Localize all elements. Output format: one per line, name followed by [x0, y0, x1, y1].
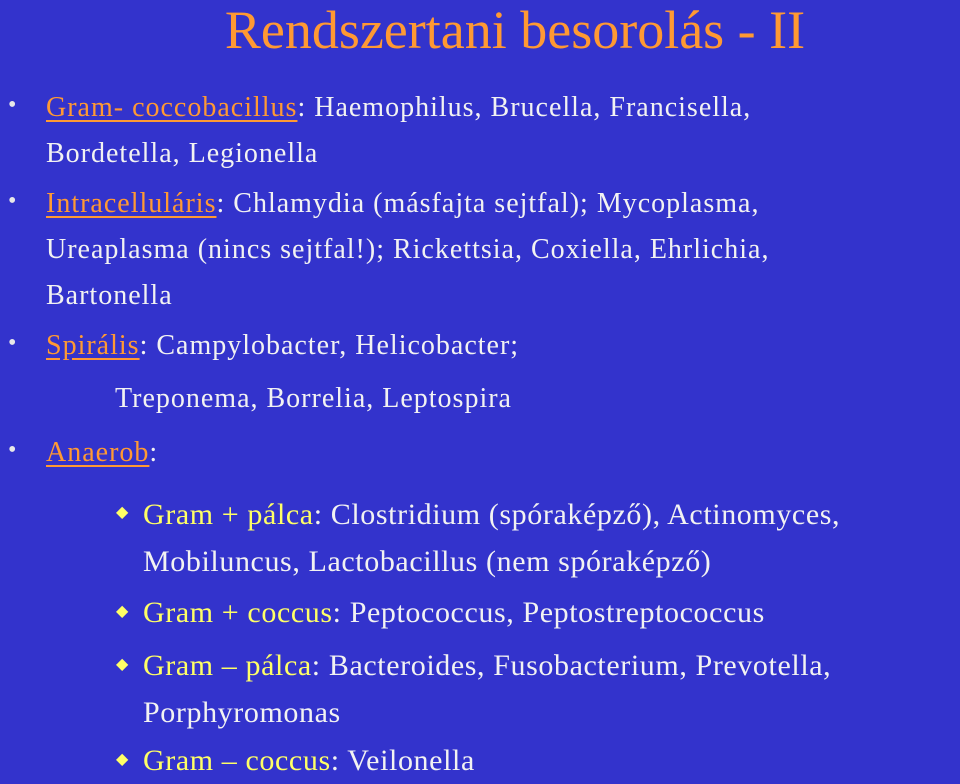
subcategory-label: Gram – pálca: [143, 649, 312, 682]
subcategory-label: Gram + coccus: [143, 596, 333, 629]
subcategory-label: Gram – coccus: [143, 744, 331, 777]
category-text-cont: Bartonella: [46, 280, 173, 311]
subcategory-text-cont: Mobiluncus, Lactobacillus (nem spóraképző): [143, 545, 712, 578]
category-text: : Chlamydia (másfajta sejtfal); Mycoplasma,: [216, 188, 760, 219]
category-label: Gram- coccobacillus: [46, 92, 298, 123]
diamond-bullet-icon: ◆: [116, 504, 129, 521]
diamond-bullet-icon: ◆: [116, 751, 129, 768]
category-label: Anaerob: [46, 437, 150, 468]
category-label: Intracelluláris: [46, 188, 217, 219]
sub-list-item: [143, 589, 958, 636]
diamond-bullet-icon: ◆: [116, 656, 129, 673]
subcategory-label: Gram + pálca: [143, 498, 314, 531]
category-text: : Campylobacter, Helicobacter;: [139, 330, 520, 361]
bullet-icon: •: [8, 437, 17, 463]
category-text-cont: Bordetella, Legionella: [46, 138, 319, 169]
subcategory-text: : Veilonella: [330, 744, 475, 777]
list-item: [46, 323, 946, 369]
list-item-cont: [115, 376, 960, 422]
list-item: [46, 181, 946, 319]
category-label: Spirális: [46, 330, 140, 361]
list-item: [46, 430, 946, 476]
category-text-cont: Treponema, Borrelia, Leptospira: [115, 383, 512, 414]
bullet-icon: •: [8, 330, 17, 356]
list-item: [46, 85, 946, 177]
sub-list-item: [143, 491, 958, 585]
slide-title: Rendszertani besorolás - II: [224, 0, 806, 60]
subcategory-text: : Peptococcus, Peptostreptococcus: [332, 596, 765, 629]
category-text: :: [149, 437, 159, 468]
category-text-cont: Ureaplasma (nincs sejtfal!); Rickettsia, Coxiella, Ehrlichia,: [46, 234, 770, 265]
subcategory-text-cont: Porphyromonas: [143, 696, 341, 729]
sub-list-item: [143, 737, 958, 784]
subcategory-text: : Clostridium (spóraképző), Actinomyces,: [313, 498, 841, 531]
diamond-bullet-icon: ◆: [116, 603, 129, 620]
bullet-icon: •: [8, 188, 17, 214]
subcategory-text: : Bacteroides, Fusobacterium, Prevotella,: [311, 649, 832, 682]
bullet-icon: •: [8, 92, 17, 118]
sub-list-item: [143, 642, 958, 736]
category-text: : Haemophilus, Brucella, Francisella,: [297, 92, 752, 123]
